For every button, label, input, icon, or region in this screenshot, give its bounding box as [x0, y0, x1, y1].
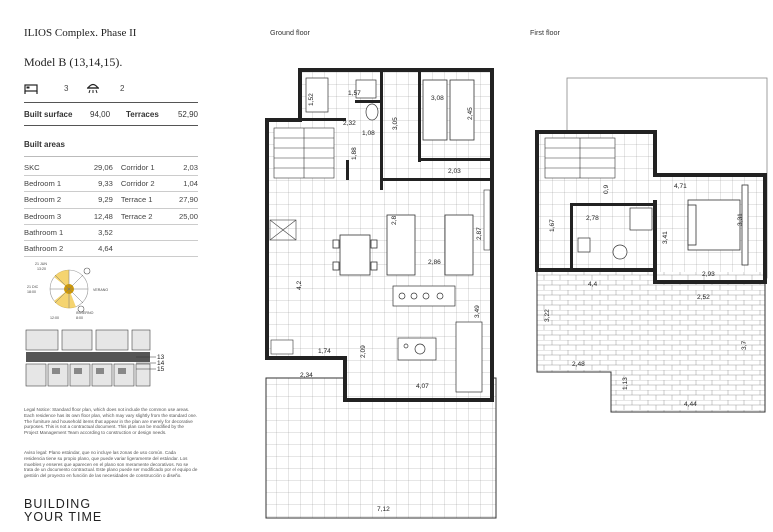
- divider: [24, 102, 198, 103]
- surface-row: [24, 110, 198, 119]
- svg-text:4,07: 4,07: [416, 383, 429, 390]
- table-row: Bathroom 2 4,64: [24, 240, 198, 256]
- bathroom-count: 2: [120, 84, 125, 93]
- svg-text:2,09: 2,09: [360, 345, 367, 358]
- ground-floor-plan: [250, 60, 510, 530]
- terraces-value: 52,90: [177, 110, 198, 119]
- svg-text:4,71: 4,71: [674, 183, 687, 190]
- built-surface-label: Built surface: [24, 110, 73, 119]
- svg-text:2,03: 2,03: [448, 168, 461, 175]
- svg-text:1,52: 1,52: [308, 93, 315, 106]
- svg-text:2,87: 2,87: [476, 227, 483, 240]
- svg-text:0,9: 0,9: [603, 184, 610, 194]
- sun-june-label: 21 JUN: [35, 262, 47, 266]
- built-areas-table: [24, 160, 198, 257]
- svg-text:3,05: 3,05: [392, 117, 399, 130]
- svg-text:4,2: 4,2: [296, 280, 303, 290]
- svg-text:1,57: 1,57: [348, 90, 361, 97]
- svg-text:2,93: 2,93: [702, 271, 715, 278]
- first-floor-label: First floor: [530, 28, 560, 37]
- complex-title: ILIOS Complex. Phase II: [24, 27, 137, 39]
- svg-text:3,31: 3,31: [737, 213, 744, 226]
- table-row: Bedroom 2 9,29 Terrace 1 27,90: [24, 192, 198, 208]
- bed-icon: [24, 82, 38, 94]
- brand-line-2: YOUR TIME: [24, 509, 103, 524]
- divider: [24, 156, 198, 157]
- svg-text:3,49: 3,49: [474, 305, 481, 318]
- table-row: Bathroom 1 3,52: [24, 224, 198, 240]
- svg-text:3,22: 3,22: [544, 309, 551, 322]
- svg-text:4,44: 4,44: [684, 401, 697, 408]
- svg-text:18:00: 18:00: [27, 290, 36, 294]
- shower-icon: [86, 81, 100, 95]
- bedroom-count: 3: [64, 84, 69, 93]
- site-plan-diagram: [24, 328, 170, 390]
- site-label-15: 15: [157, 366, 165, 373]
- svg-text:3,08: 3,08: [431, 95, 444, 102]
- svg-text:2,8: 2,8: [391, 215, 398, 225]
- svg-text:2,86: 2,86: [428, 259, 441, 266]
- svg-text:7,12: 7,12: [377, 506, 390, 513]
- invierno-label: INVIERNO: [76, 311, 94, 315]
- first-floor-plan: [525, 70, 770, 420]
- svg-text:8:00: 8:00: [76, 316, 83, 320]
- svg-text:3,41: 3,41: [662, 231, 669, 244]
- svg-text:1,67: 1,67: [549, 219, 556, 232]
- svg-text:2,32: 2,32: [343, 120, 356, 127]
- svg-text:2,48: 2,48: [572, 361, 585, 368]
- table-row: Bedroom 1 9,33 Corridor 2 1,04: [24, 176, 198, 192]
- table-row: SKC 29,06 Corridor 1 2,03: [24, 160, 198, 176]
- svg-text:3,7: 3,7: [741, 340, 748, 350]
- built-areas-title: Built areas: [24, 140, 65, 149]
- svg-text:2,34: 2,34: [300, 372, 313, 379]
- svg-text:1,88: 1,88: [351, 147, 358, 160]
- svg-text:12:00: 12:00: [50, 316, 59, 320]
- svg-text:1,13: 1,13: [622, 377, 629, 390]
- verano-label: VERANO: [93, 288, 109, 292]
- ground-floor-label: Ground floor: [270, 28, 310, 37]
- svg-text:4,4: 4,4: [588, 281, 598, 288]
- site-label-14: 14: [157, 360, 165, 367]
- model-title: Model B (13,14,15).: [24, 55, 123, 69]
- svg-text:1,08: 1,08: [362, 130, 375, 137]
- brand-line-1: BUILDING: [24, 497, 92, 511]
- svg-text:2,45: 2,45: [467, 107, 474, 120]
- brand-logo: [24, 498, 102, 523]
- sun-orientation-diagram: [24, 258, 119, 320]
- built-surface-value: 94,00: [90, 110, 111, 119]
- first-floor-terrace: [537, 270, 765, 412]
- divider: [24, 125, 198, 126]
- site-label-13: 13: [157, 354, 165, 361]
- svg-text:13:20: 13:20: [37, 267, 46, 271]
- svg-text:1,74: 1,74: [318, 348, 331, 355]
- svg-text:2,52: 2,52: [697, 294, 710, 301]
- table-row: Bedroom 3 12,48 Terrace 2 25,00: [24, 208, 198, 224]
- sun-dec-label: 21 DIC: [27, 285, 39, 289]
- legal-notice-en: Legal Notice: Standard floor plan, which does not include the common use areas. Each residence has its own floor plan, which may vary slightly from the standard one. The furniture and household items that appear in the plan are merely for decorative purposes. This is not a contractual document. This plan can be modified by the Project Management Team according to construction or design needs.: [24, 407, 198, 436]
- legal-notice-es: Aviso legal: Plano estándar, que no incluye las zonas de uso común. Cada residencia tiene su propio plano, que puede variar ligeramente del estándar. Los muebles y enseres que aparecen en el plano son meramente decorativos. No se trata de un documento contractual. Este plano puede ser modificado por el equipo de gestión del proyecto en función de las necesidades de construcción o diseño.: [24, 450, 198, 479]
- room-summary: [24, 82, 204, 96]
- terraces-label: Terraces: [126, 110, 159, 119]
- svg-text:2,78: 2,78: [586, 215, 599, 222]
